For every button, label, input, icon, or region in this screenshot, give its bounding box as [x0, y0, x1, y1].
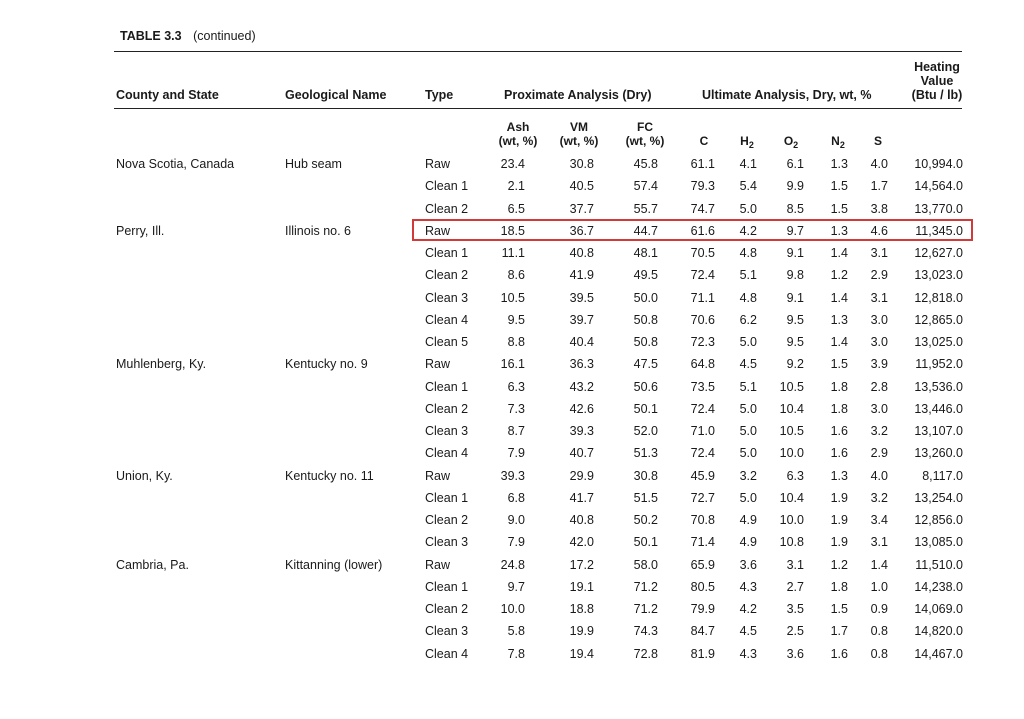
cell-s: 3.8 [870, 202, 888, 216]
cell-fc: 47.5 [633, 357, 658, 371]
cell-hv: 12,818.0 [914, 291, 963, 305]
header-heating-line2: Value [920, 74, 954, 88]
cell-ash: 6.5 [507, 202, 525, 216]
cell-s: 3.0 [870, 402, 888, 416]
cell-vm: 19.9 [569, 624, 594, 638]
cell-h: 4.9 [739, 513, 757, 527]
cell-vm: 42.6 [569, 402, 594, 416]
cell-ash: 10.0 [500, 602, 525, 616]
cell-county: Nova Scotia, Canada [116, 157, 235, 171]
cell-c: 84.7 [690, 624, 715, 638]
cell-c: 79.3 [690, 179, 715, 193]
cell-o: 6.3 [786, 469, 804, 483]
subheader-s: S [873, 134, 882, 148]
subheader-h2-symbol: H [740, 134, 749, 148]
cell-county: Perry, Ill. [116, 224, 165, 238]
cell-c: 70.5 [690, 246, 715, 260]
cell-o: 3.5 [786, 602, 804, 616]
cell-type: Clean 2 [425, 402, 469, 416]
cell-n: 1.9 [830, 491, 848, 505]
cell-fc: 48.1 [633, 246, 658, 260]
cell-county: Union, Ky. [116, 469, 173, 483]
cell-h: 4.9 [739, 535, 757, 549]
cell-s: 3.2 [870, 424, 888, 438]
cell-c: 70.6 [690, 313, 715, 327]
cell-vm: 41.9 [569, 268, 594, 282]
cell-fc: 52.0 [633, 424, 658, 438]
cell-s: 4.0 [870, 469, 888, 483]
cell-o: 10.4 [779, 402, 804, 416]
cell-o: 10.0 [779, 513, 804, 527]
cell-vm: 42.0 [569, 535, 594, 549]
cell-fc: 50.8 [633, 335, 658, 349]
cell-o: 9.5 [786, 335, 804, 349]
cell-s: 1.4 [870, 558, 888, 572]
cell-type: Raw [425, 157, 451, 171]
cell-n: 1.6 [830, 647, 848, 661]
cell-o: 6.1 [786, 157, 804, 171]
cell-fc: 30.8 [633, 469, 658, 483]
cell-ash: 7.9 [507, 535, 525, 549]
cell-s: 4.6 [870, 224, 888, 238]
cell-hv: 14,467.0 [914, 647, 963, 661]
cell-n: 1.9 [830, 535, 848, 549]
cell-c: 70.8 [690, 513, 715, 527]
cell-h: 4.3 [739, 647, 757, 661]
cell-ash: 8.6 [507, 268, 525, 282]
cell-n: 1.9 [830, 513, 848, 527]
cell-h: 4.8 [739, 291, 757, 305]
subheader-ash-l1: Ash [506, 120, 530, 134]
cell-vm: 40.7 [569, 446, 594, 460]
subheader-h2-subscript: 2 [748, 140, 754, 150]
cell-n: 1.5 [830, 179, 848, 193]
cell-fc: 50.1 [633, 402, 658, 416]
table-number: TABLE 3.3 [120, 29, 182, 43]
cell-hv: 13,085.0 [914, 535, 963, 549]
cell-type: Clean 1 [425, 246, 469, 260]
cell-ash: 10.5 [500, 291, 525, 305]
cell-vm: 39.5 [569, 291, 594, 305]
cell-s: 0.9 [870, 602, 888, 616]
cell-fc: 50.6 [633, 380, 658, 394]
subheader-n2 [823, 134, 853, 152]
cell-hv: 13,107.0 [914, 424, 963, 438]
cell-c: 72.7 [690, 491, 715, 505]
cell-vm: 30.8 [569, 157, 594, 171]
header-heating-value [906, 60, 968, 102]
cell-s: 3.0 [870, 335, 888, 349]
cell-n: 1.2 [830, 268, 848, 282]
cell-type: Raw [425, 558, 451, 572]
cell-vm: 19.4 [569, 647, 594, 661]
cell-n: 1.2 [830, 558, 848, 572]
cell-vm: 39.3 [569, 424, 594, 438]
cell-hv: 14,564.0 [914, 179, 963, 193]
cell-fc: 58.0 [633, 558, 658, 572]
cell-c: 65.9 [690, 558, 715, 572]
cell-vm: 41.7 [569, 491, 594, 505]
cell-type: Raw [425, 224, 451, 238]
cell-geo: Kentucky no. 11 [285, 469, 374, 483]
subheader-fc-l1: FC [637, 120, 653, 134]
cell-h: 6.2 [739, 313, 757, 327]
cell-s: 1.0 [870, 580, 888, 594]
cell-o: 9.1 [786, 246, 804, 260]
cell-vm: 37.7 [569, 202, 594, 216]
header-geological-name: Geological Name [285, 88, 387, 102]
cell-vm: 29.9 [569, 469, 594, 483]
subheader-vm-l1: VM [570, 120, 588, 134]
cell-n: 1.4 [830, 246, 848, 260]
cell-c: 71.4 [690, 535, 715, 549]
cell-type: Clean 4 [425, 313, 469, 327]
cell-type: Raw [425, 469, 451, 483]
cell-n: 1.8 [830, 402, 848, 416]
cell-vm: 39.7 [569, 313, 594, 327]
cell-o: 10.4 [779, 491, 804, 505]
cell-c: 81.9 [690, 647, 715, 661]
subheader-o2 [776, 134, 806, 152]
cell-o: 10.8 [779, 535, 804, 549]
cell-h: 5.0 [739, 335, 757, 349]
cell-n: 1.7 [830, 624, 848, 638]
cell-s: 2.8 [870, 380, 888, 394]
cell-n: 1.8 [830, 580, 848, 594]
cell-type: Clean 3 [425, 624, 469, 638]
cell-c: 72.4 [690, 446, 715, 460]
cell-hv: 13,254.0 [914, 491, 963, 505]
cell-ash: 8.8 [507, 335, 525, 349]
cell-hv: 14,238.0 [914, 580, 963, 594]
cell-o: 9.8 [786, 268, 804, 282]
cell-n: 1.5 [830, 602, 848, 616]
cell-o: 10.0 [779, 446, 804, 460]
cell-s: 2.9 [870, 268, 888, 282]
cell-hv: 12,627.0 [914, 246, 963, 260]
cell-fc: 44.7 [633, 224, 658, 238]
cell-type: Clean 2 [425, 202, 469, 216]
cell-geo: Kittanning (lower) [285, 558, 383, 572]
cell-n: 1.8 [830, 380, 848, 394]
cell-ash: 16.1 [500, 357, 525, 371]
cell-type: Clean 3 [425, 291, 469, 305]
header-heating-line1: Heating [914, 60, 960, 74]
cell-ash: 9.0 [507, 513, 525, 527]
cell-o: 9.7 [786, 224, 804, 238]
cell-s: 0.8 [870, 624, 888, 638]
cell-n: 1.5 [830, 202, 848, 216]
cell-ash: 5.8 [507, 624, 525, 638]
cell-s: 3.9 [870, 357, 888, 371]
cell-hv: 10,994.0 [914, 157, 963, 171]
cell-hv: 11,510.0 [915, 558, 963, 572]
subheader-n2-subscript: 2 [839, 140, 845, 150]
cell-s: 0.8 [870, 647, 888, 661]
subheader-vm-l2: (wt, %) [559, 134, 599, 148]
cell-hv: 12,856.0 [914, 513, 963, 527]
cell-h: 5.0 [739, 424, 757, 438]
cell-ash: 7.9 [507, 446, 525, 460]
subheader-fc-l2: (wt, %) [625, 134, 665, 148]
cell-h: 5.0 [739, 446, 757, 460]
cell-ash: 24.8 [500, 558, 525, 572]
cell-type: Clean 1 [425, 580, 469, 594]
cell-type: Raw [425, 357, 451, 371]
cell-type: Clean 1 [425, 491, 469, 505]
cell-hv: 13,536.0 [914, 380, 963, 394]
cell-fc: 49.5 [633, 268, 658, 282]
cell-h: 4.1 [739, 157, 757, 171]
cell-type: Clean 4 [425, 446, 469, 460]
cell-ash: 8.7 [507, 424, 525, 438]
cell-n: 1.3 [830, 313, 848, 327]
cell-ash: 9.5 [507, 313, 525, 327]
cell-type: Clean 4 [425, 647, 469, 661]
cell-ash: 23.4 [500, 157, 525, 171]
cell-vm: 43.2 [569, 380, 594, 394]
cell-o: 10.5 [779, 380, 804, 394]
cell-o: 2.5 [786, 624, 804, 638]
cell-vm: 36.3 [569, 357, 594, 371]
highlighted-row-box [412, 219, 973, 241]
header-county: County and State [116, 88, 219, 102]
cell-ash: 18.5 [500, 224, 525, 238]
cell-fc: 72.8 [633, 647, 658, 661]
cell-fc: 50.0 [633, 291, 658, 305]
cell-type: Clean 3 [425, 424, 469, 438]
cell-s: 3.1 [870, 535, 888, 549]
cell-type: Clean 2 [425, 268, 469, 282]
cell-o: 3.6 [786, 647, 804, 661]
cell-c: 72.4 [690, 268, 715, 282]
cell-county: Muhlenberg, Ky. [116, 357, 207, 371]
subheader-ash [488, 120, 548, 148]
subheader-n2-symbol: N [831, 134, 840, 148]
cell-type: Clean 3 [425, 535, 469, 549]
cell-c: 71.1 [690, 291, 715, 305]
cell-hv: 13,770.0 [914, 202, 963, 216]
cell-fc: 74.3 [633, 624, 658, 638]
subheader-o2-symbol: O [783, 134, 794, 148]
cell-type: Clean 2 [425, 602, 469, 616]
cell-n: 1.3 [830, 469, 848, 483]
cell-s: 1.7 [870, 179, 888, 193]
cell-vm: 18.8 [569, 602, 594, 616]
cell-c: 80.5 [690, 580, 715, 594]
cell-hv: 8,117.0 [922, 469, 963, 483]
table-header-rule [114, 108, 962, 109]
cell-type: Clean 5 [425, 335, 469, 349]
subheader-ash-l2: (wt, %) [498, 134, 538, 148]
cell-ash: 2.1 [507, 179, 525, 193]
cell-fc: 57.4 [633, 179, 658, 193]
cell-c: 45.9 [690, 469, 715, 483]
cell-h: 3.2 [739, 469, 757, 483]
cell-h: 5.0 [739, 202, 757, 216]
cell-fc: 71.2 [633, 580, 658, 594]
cell-s: 3.0 [870, 313, 888, 327]
header-proximate-analysis: Proximate Analysis (Dry) [504, 88, 652, 102]
cell-s: 3.4 [870, 513, 888, 527]
cell-hv: 13,260.0 [914, 446, 963, 460]
subheader-o2-subscript: 2 [793, 140, 799, 150]
cell-h: 5.1 [739, 380, 757, 394]
cell-type: Clean 1 [425, 380, 469, 394]
cell-c: 74.7 [690, 202, 715, 216]
cell-c: 61.1 [690, 157, 715, 171]
cell-c: 61.6 [690, 224, 715, 238]
cell-h: 4.3 [739, 580, 757, 594]
cell-hv: 11,952.0 [915, 357, 963, 371]
cell-fc: 50.2 [633, 513, 658, 527]
cell-n: 1.5 [830, 357, 848, 371]
cell-vm: 40.8 [569, 246, 594, 260]
cell-hv: 13,023.0 [914, 268, 963, 282]
cell-geo: Kentucky no. 9 [285, 357, 368, 371]
cell-o: 9.5 [786, 313, 804, 327]
cell-c: 72.3 [690, 335, 715, 349]
cell-o: 3.1 [786, 558, 804, 572]
cell-n: 1.6 [830, 446, 848, 460]
cell-ash: 7.3 [507, 402, 525, 416]
cell-type: Clean 2 [425, 513, 469, 527]
cell-h: 4.5 [739, 357, 757, 371]
cell-fc: 50.1 [633, 535, 658, 549]
cell-o: 2.7 [786, 580, 804, 594]
cell-s: 2.9 [870, 446, 888, 460]
cell-fc: 55.7 [633, 202, 658, 216]
cell-hv: 13,025.0 [914, 335, 963, 349]
cell-s: 3.1 [870, 291, 888, 305]
cell-hv: 14,820.0 [914, 624, 963, 638]
table-caption [120, 29, 256, 43]
table-caption-suffix: (continued) [193, 29, 256, 43]
cell-fc: 51.3 [633, 446, 658, 460]
cell-ash: 6.3 [507, 380, 525, 394]
cell-ash: 6.8 [507, 491, 525, 505]
cell-h: 5.1 [739, 268, 757, 282]
header-heating-line3: (Btu / lb) [911, 88, 963, 102]
cell-vm: 17.2 [569, 558, 594, 572]
cell-h: 4.2 [739, 602, 757, 616]
cell-county: Cambria, Pa. [116, 558, 189, 572]
cell-ash: 9.7 [507, 580, 525, 594]
cell-fc: 50.8 [633, 313, 658, 327]
cell-geo: Hub seam [285, 157, 342, 171]
cell-vm: 40.8 [569, 513, 594, 527]
cell-fc: 51.5 [633, 491, 658, 505]
cell-ash: 11.1 [501, 246, 525, 260]
header-ultimate-analysis: Ultimate Analysis, Dry, wt, % [702, 88, 872, 102]
cell-s: 4.0 [870, 157, 888, 171]
cell-geo: Illinois no. 6 [285, 224, 352, 238]
cell-o: 10.5 [779, 424, 804, 438]
cell-o: 9.2 [786, 357, 804, 371]
cell-ash: 7.8 [507, 647, 525, 661]
cell-vm: 40.5 [569, 179, 594, 193]
subheader-h2 [732, 134, 762, 152]
cell-n: 1.4 [830, 291, 848, 305]
cell-o: 9.1 [786, 291, 804, 305]
cell-vm: 36.7 [569, 224, 594, 238]
cell-hv: 14,069.0 [914, 602, 963, 616]
cell-h: 5.4 [739, 179, 757, 193]
cell-h: 4.5 [739, 624, 757, 638]
cell-c: 72.4 [690, 402, 715, 416]
cell-h: 3.6 [739, 558, 757, 572]
cell-hv: 11,345.0 [915, 224, 963, 238]
header-type: Type [425, 88, 454, 102]
cell-c: 71.0 [690, 424, 715, 438]
cell-h: 4.8 [739, 246, 757, 260]
cell-n: 1.3 [830, 157, 848, 171]
cell-fc: 45.8 [633, 157, 658, 171]
cell-n: 1.4 [830, 335, 848, 349]
cell-fc: 71.2 [633, 602, 658, 616]
cell-hv: 12,865.0 [914, 313, 963, 327]
subheader-fc [615, 120, 675, 148]
cell-c: 79.9 [690, 602, 715, 616]
cell-hv: 13,446.0 [914, 402, 963, 416]
subheader-c: C [699, 134, 709, 148]
cell-h: 5.0 [739, 402, 757, 416]
cell-vm: 40.4 [569, 335, 594, 349]
cell-n: 1.6 [830, 424, 848, 438]
cell-n: 1.3 [830, 224, 848, 238]
cell-vm: 19.1 [569, 580, 594, 594]
cell-type: Clean 1 [425, 179, 469, 193]
cell-ash: 39.3 [500, 469, 525, 483]
cell-h: 4.2 [739, 224, 757, 238]
cell-s: 3.2 [870, 491, 888, 505]
cell-c: 73.5 [690, 380, 715, 394]
cell-o: 9.9 [786, 179, 804, 193]
cell-o: 8.5 [786, 202, 804, 216]
cell-s: 3.1 [870, 246, 888, 260]
table-top-rule [114, 51, 962, 52]
cell-c: 64.8 [690, 357, 715, 371]
subheader-vm [549, 120, 609, 148]
cell-h: 5.0 [739, 491, 757, 505]
